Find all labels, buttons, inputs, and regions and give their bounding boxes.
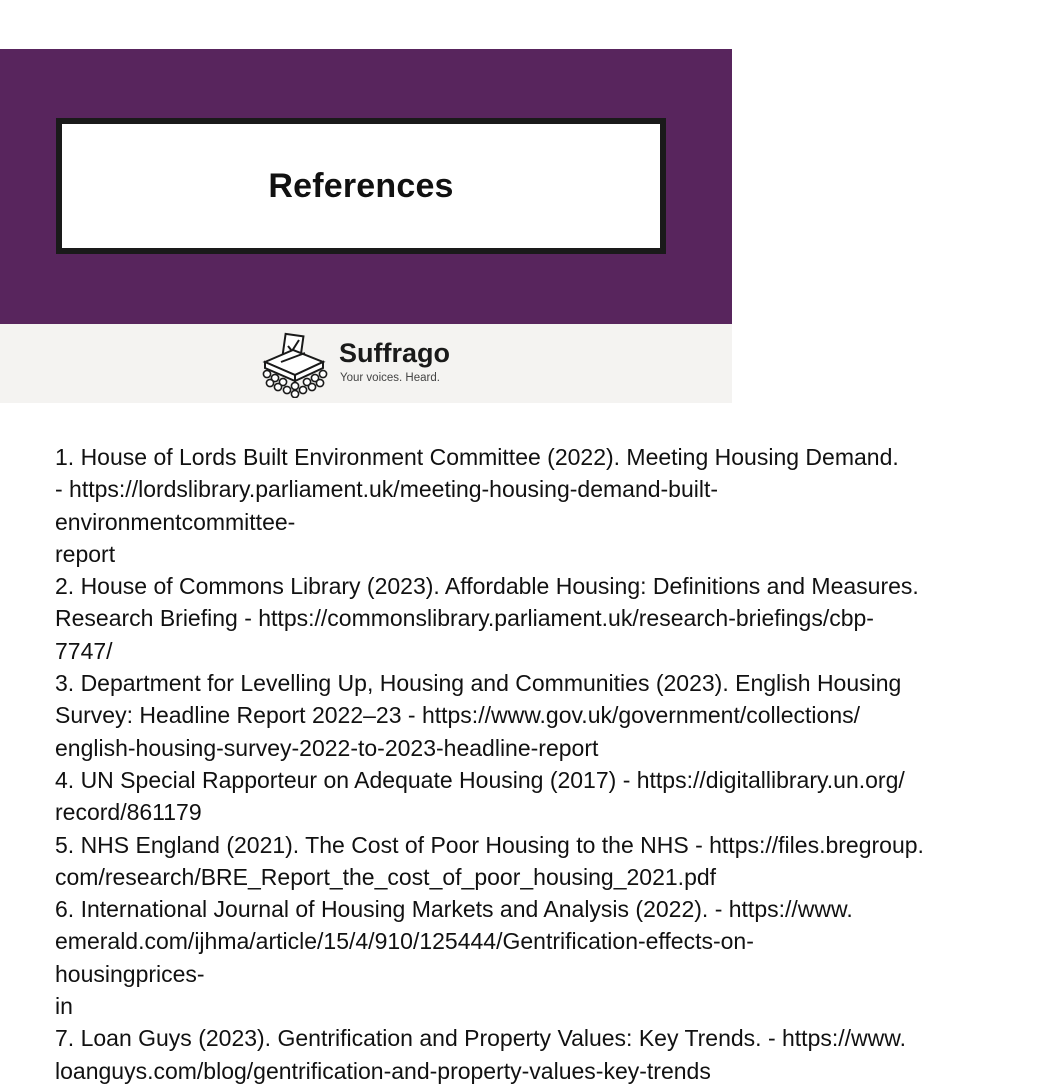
header-banner: [0, 49, 732, 324]
reference-item: 2. House of Commons Library (2023). Affordable Housing: Definitions and Measures. Research Briefing - https://commonslibrary.parliament.uk/research-briefings/cbp- 7747/: [55, 573, 919, 664]
brand-bar: [0, 324, 732, 403]
reference-list: [55, 441, 990, 1087]
reference-item: 7. Loan Guys (2023). Gentrification and Property Values: Key Trends. - https://www. loanguys.com/blog/gentrification-and-property-values-key-trends: [55, 1025, 906, 1084]
reference-item: 3. Department for Levelling Up, Housing and Communities (2023). English Housing Survey: Headline Report 2022–23 - https://www.gov.uk/government/collections/ english-housing-survey-2022-to-2023-headline-report: [55, 670, 902, 761]
reference-item: 5. NHS England (2021). The Cost of Poor Housing to the NHS - https://files.bregroup. com/research/BRE_Report_the_cost_of_poor_housing_2021.pdf: [55, 831, 924, 890]
page-title: References: [268, 166, 454, 205]
reference-item: 1. House of Lords Built Environment Committee (2022). Meeting Housing Demand. - https://lordslibrary.parliament.uk/meeting-housing-demand-built- environmentcommittee- report: [55, 444, 899, 567]
brand-logo: [261, 332, 461, 398]
reference-item: 6. International Journal of Housing Markets and Analysis (2022). - https://www. emerald.com/ijhma/article/15/4/910/125444/Gentrification-effects-on- housingprices- in: [55, 896, 853, 1020]
ballot-box-crowd-icon: [261, 332, 331, 398]
brand-name: Suffrago: [339, 338, 450, 368]
reference-item: 4. UN Special Rapporteur on Adequate Housing (2017) - https://digitallibrary.un.org/ record/861179: [55, 766, 905, 826]
title-box: [56, 118, 666, 254]
brand-tagline: Your voices. Heard.: [340, 372, 440, 384]
